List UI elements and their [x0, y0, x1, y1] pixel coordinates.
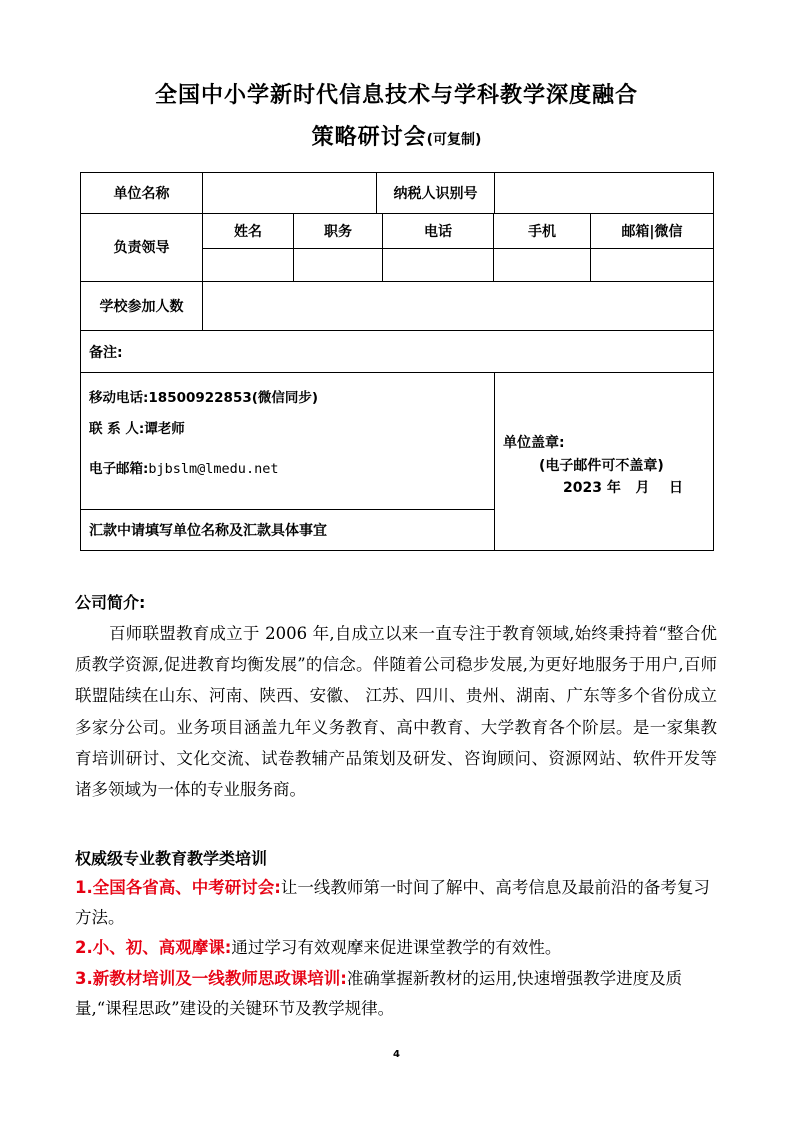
copyable-note: (可复制) [426, 132, 482, 148]
document-subtitle [0, 120, 793, 151]
leader-email-field[interactable] [591, 249, 713, 281]
training-item-1-desc: 让一线教师第一时间了解中、高考信息及最前沿的备考复习方法。 [75, 878, 710, 927]
training-heading: 权威级专业教育教学类培训 [75, 849, 268, 868]
mobile-phone-label: 移动电话: [89, 390, 149, 406]
leader-position-field[interactable] [294, 249, 382, 281]
training-item-3-title: 3.新教材培训及一线教师思政课培训: [75, 969, 347, 988]
training-item-2-desc: 通过学习有效观摩来促进课堂教学的有效性。 [231, 938, 562, 957]
training-item-1 [75, 873, 725, 932]
training-item-1-title: 1.全国各省高、中考研讨会: [75, 878, 281, 897]
leader-phone-field[interactable] [383, 249, 493, 281]
stamp-note: (电子邮件可不盖章) [539, 458, 664, 474]
leader-col-name: 姓名 [234, 224, 262, 240]
contact-person-value: 谭老师 [144, 421, 185, 437]
contact-person-line [89, 417, 185, 437]
leader-mobile-field[interactable] [494, 249, 590, 281]
unit-name-field[interactable] [203, 173, 376, 213]
remarks-label: 备注: [89, 344, 123, 361]
training-item-2 [75, 933, 725, 963]
unit-name-label: 单位名称 [113, 186, 170, 202]
training-item-3 [75, 964, 725, 1023]
training-item-2-title: 2.小、初、高观摩课: [75, 938, 232, 957]
remittance-note: 汇款中请填写单位名称及汇款具体事宜 [89, 523, 327, 539]
email-value: bjbslm@lmedu.net [148, 461, 279, 477]
leader-col-phone: 电话 [424, 224, 452, 240]
contact-person-label: 联 系 人: [89, 421, 145, 437]
email-label: 电子邮箱: [89, 461, 149, 477]
date-line: 2023 年 月 日 [563, 480, 683, 496]
leader-col-mobile: 手机 [528, 224, 556, 240]
leader-label: 负责领导 [113, 240, 170, 256]
company-heading: 公司简介: [75, 593, 146, 612]
participants-label: 学校参加人数 [99, 298, 184, 315]
leader-name-field[interactable] [203, 249, 293, 281]
taxpayer-id-label: 纳税人识别号 [393, 186, 478, 202]
leader-col-position: 职务 [324, 224, 352, 240]
email-line [89, 457, 278, 477]
stamp-label: 单位盖章: [503, 435, 565, 451]
leader-col-email-wechat: 邮箱|微信 [621, 224, 683, 240]
mobile-phone-line [89, 386, 318, 406]
participants-field[interactable] [203, 281, 713, 330]
company-intro: 百师联盟教育成立于 2006 年,自成立以来一直专注于教育领域,始终秉持着“整合优质教学资源,促进教育均衡发展”的信念。伴随着公司稳步发展,为更好地服务于用户,百师联盟陆续在山东、河南、陕西、安徽、 江苏、四川、贵州、湖南、广东等多个省份成立多家分公司。业务项目涵盖九年义务教育、高中教育、大学教育各个阶层。是一家集教育培训研讨、文化交流、试卷教辅产品策划及研发、咨询顾问、资源网站、软件开发等诸多领域为一体的专业服务商。 [75, 624, 717, 800]
registration-form [80, 172, 714, 551]
document-title: 全国中小学新时代信息技术与学科教学深度融合 [154, 83, 638, 108]
taxpayer-id-field[interactable] [495, 173, 713, 213]
subtitle-text: 策略研讨会 [311, 125, 427, 150]
training-item-3-desc: 准确掌握新教材的运用,快速增强教学进度及质量,“课程思政”建设的关键环节及教学规律。 [75, 969, 683, 1018]
page-number: 4 [393, 1049, 400, 1060]
mobile-phone-value: 18500922853(微信同步) [148, 390, 319, 406]
